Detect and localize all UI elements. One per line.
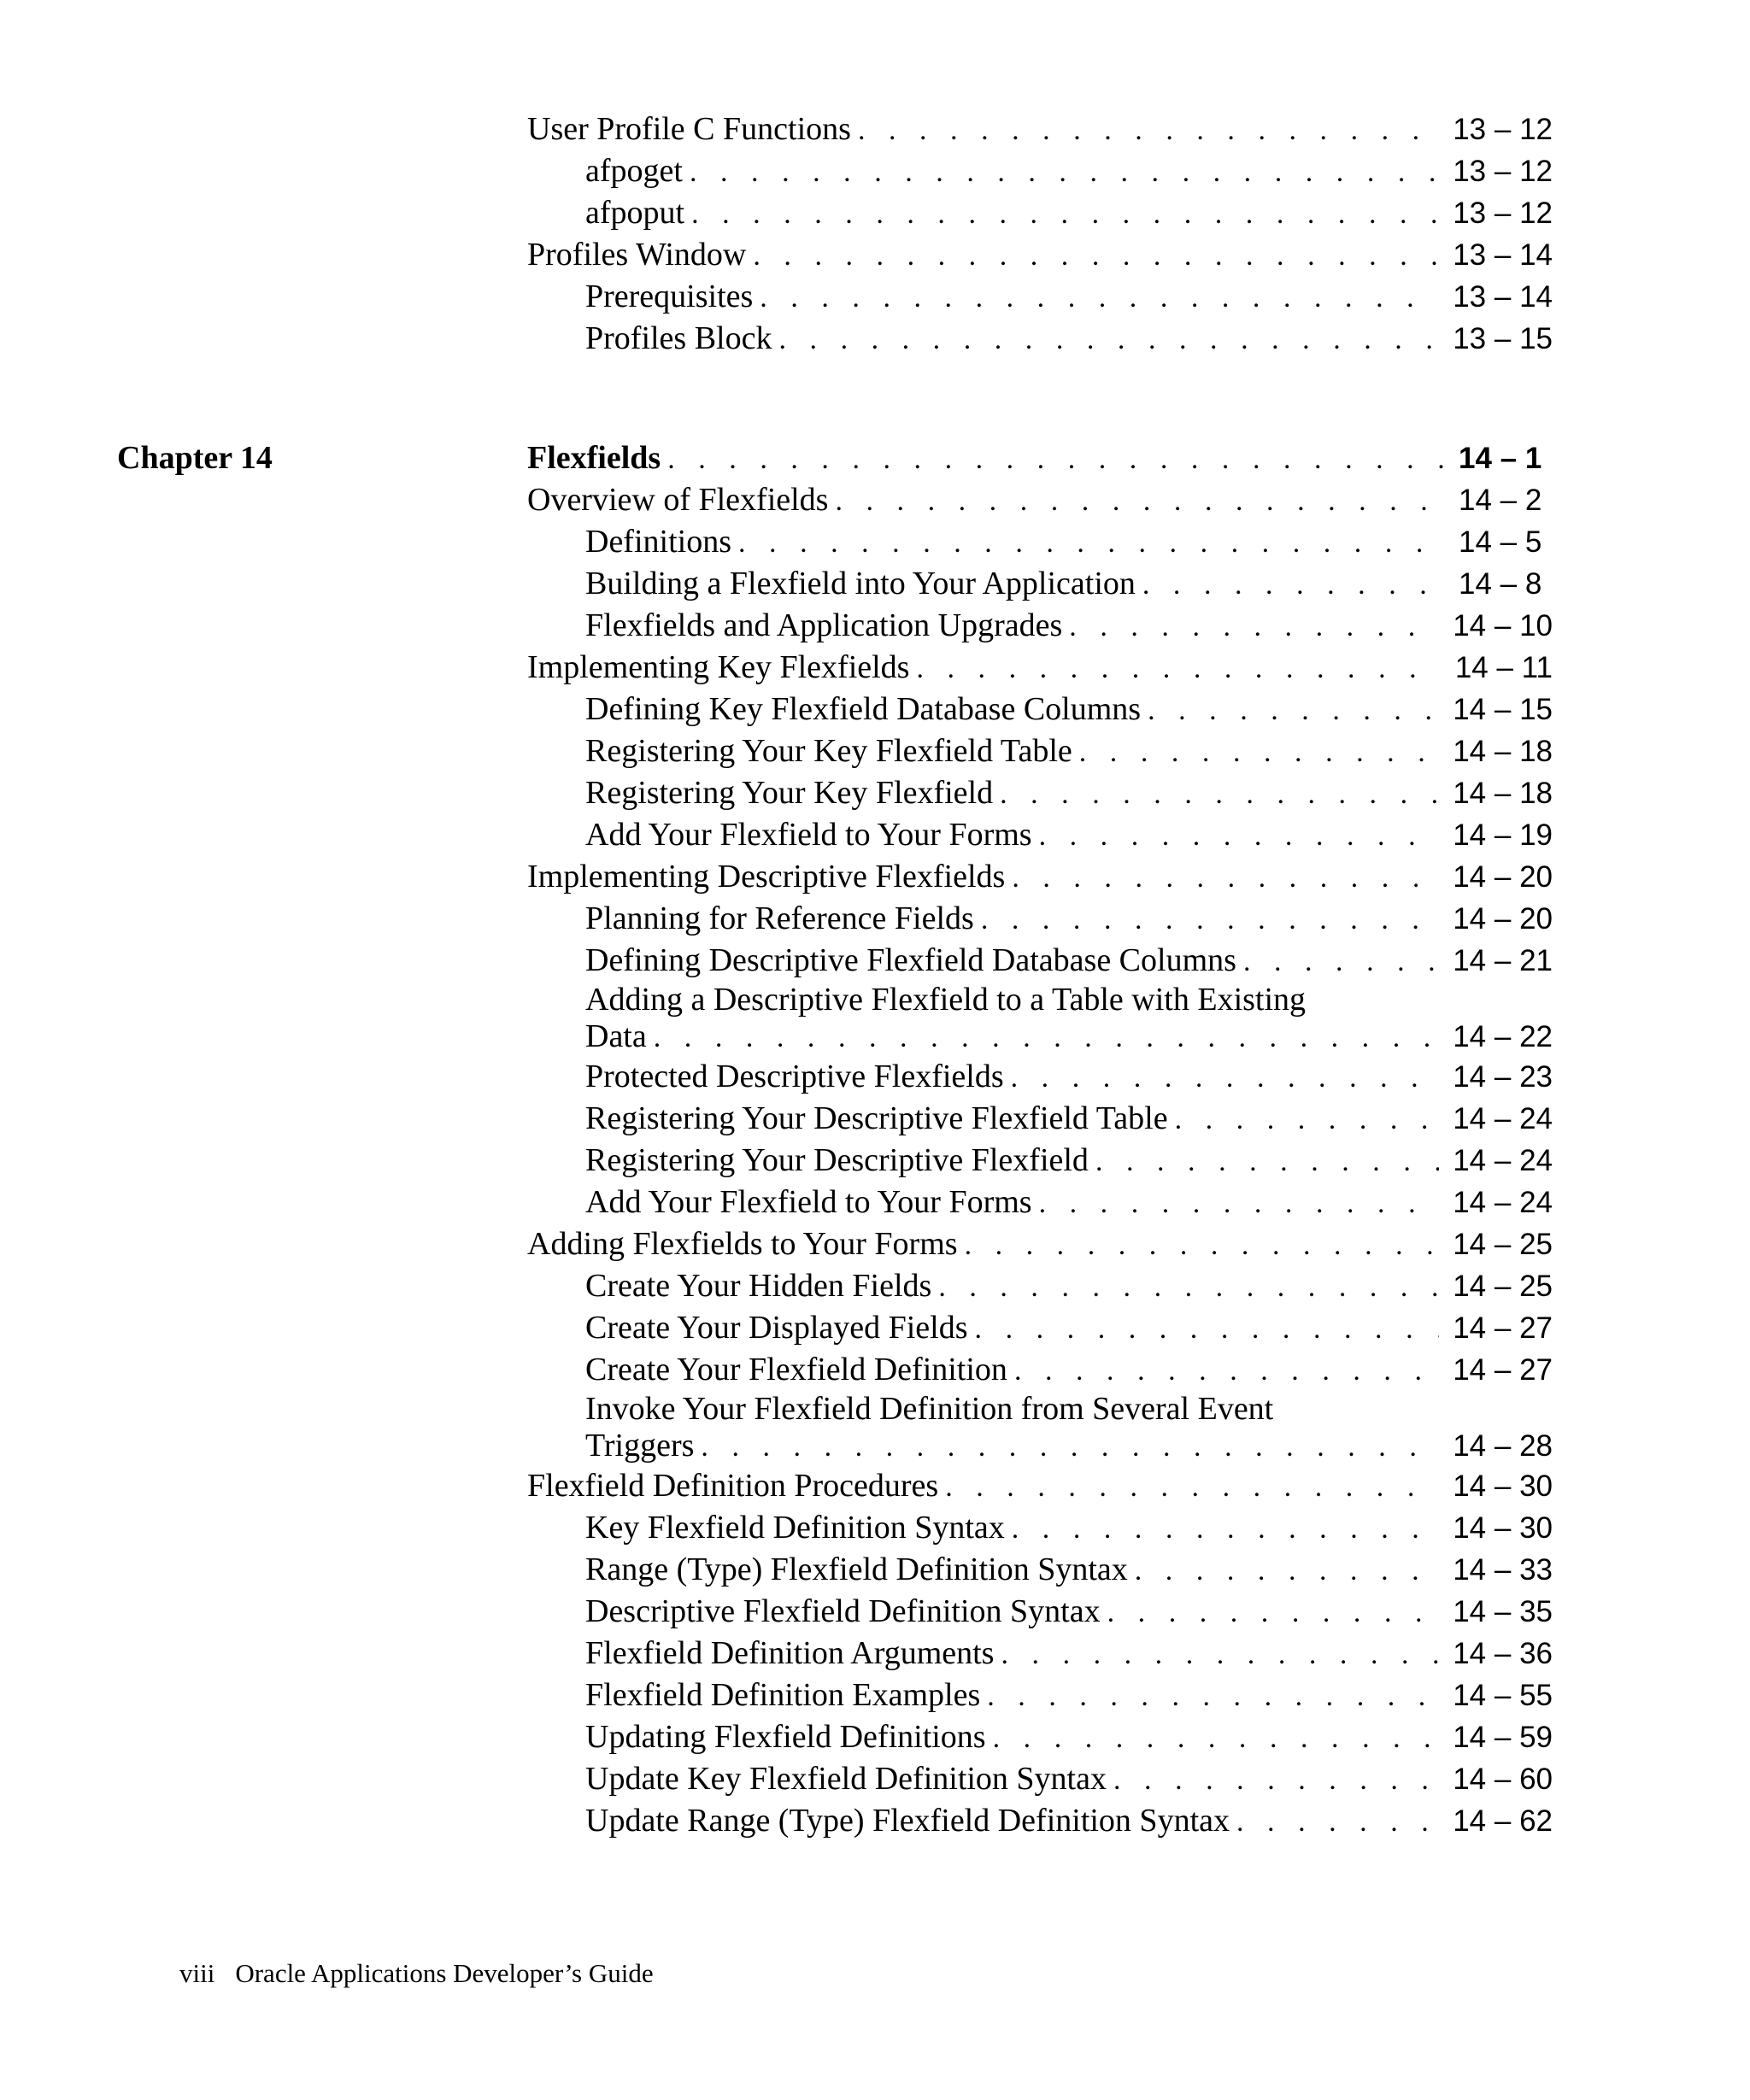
toc-entry-title: User Profile C Functions xyxy=(527,111,851,147)
toc-entry-page: 14 – 2 xyxy=(1459,484,1542,517)
dot-leader xyxy=(1005,857,1439,899)
toc-entry[interactable] xyxy=(527,192,1553,234)
dot-leader xyxy=(1128,1550,1439,1592)
toc-entry[interactable] xyxy=(527,1265,1553,1307)
toc-entry-row xyxy=(585,150,1553,193)
toc-entry-row xyxy=(527,1465,1553,1508)
dot-leader xyxy=(1168,1099,1440,1141)
page-footer xyxy=(179,1956,654,1991)
toc-entry[interactable] xyxy=(527,1182,1553,1223)
toc-entry-page: 14 – 23 xyxy=(1453,1060,1553,1094)
toc-entry-title: Planning for Reference Fields xyxy=(585,900,974,936)
toc-entry-page: 14 – 60 xyxy=(1453,1763,1553,1796)
toc-entry-page: 14 – 28 xyxy=(1453,1429,1553,1463)
toc-list-chapter xyxy=(527,437,1553,1842)
toc-entry-row xyxy=(585,898,1553,941)
toc-entry-title: Update Key Flexfield Definition Syntax xyxy=(585,1761,1107,1797)
dot-leader xyxy=(1032,815,1440,857)
toc-entry-title: Overview of Flexfields xyxy=(527,482,829,518)
toc-entry[interactable] xyxy=(527,1098,1553,1140)
toc-entry-row xyxy=(585,1140,1553,1182)
dot-leader xyxy=(1230,1801,1439,1843)
toc-entry-title: Flexfield Definition Examples xyxy=(585,1677,981,1713)
dot-leader xyxy=(684,193,1439,235)
toc-entry-page: 14 – 62 xyxy=(1453,1804,1553,1838)
toc-entry-title: Registering Your Key Flexfield xyxy=(585,775,994,811)
toc-entry-title: Flexfield Definition Procedures xyxy=(527,1468,939,1504)
dot-leader xyxy=(938,1466,1439,1508)
toc-entry-page: 13 – 14 xyxy=(1453,280,1553,314)
toc-entry[interactable] xyxy=(527,276,1553,318)
toc-entry[interactable] xyxy=(527,563,1553,605)
toc-entry-row xyxy=(585,1307,1553,1350)
toc-entry[interactable] xyxy=(527,1507,1553,1549)
toc-entry[interactable] xyxy=(527,1140,1553,1182)
toc-entry-page: 14 – 36 xyxy=(1453,1637,1553,1670)
toc-entry-row xyxy=(585,1716,1553,1759)
dot-leader xyxy=(1101,1592,1440,1634)
toc-entry-page: 14 – 25 xyxy=(1453,1228,1553,1261)
toc-entry-row xyxy=(585,1549,1553,1592)
toc-entry-row xyxy=(585,276,1553,319)
toc-entry-row xyxy=(585,689,1553,731)
toc-entry[interactable] xyxy=(527,1591,1553,1633)
toc-entry-row xyxy=(585,814,1553,857)
toc-entry-title: Building a Flexfield into Your Application xyxy=(585,566,1136,601)
toc-entry-row xyxy=(585,1675,1553,1717)
toc-entry-page: 13 – 12 xyxy=(1453,113,1553,146)
toc-entry-row xyxy=(585,1800,1553,1843)
dot-leader xyxy=(647,1018,1439,1057)
toc-entry-title: Defining Key Flexfield Database Columns xyxy=(585,691,1142,727)
toc-entry[interactable] xyxy=(527,1633,1553,1675)
toc-entry-page: 14 – 30 xyxy=(1453,1469,1553,1503)
toc-entry-page: 13 – 12 xyxy=(1453,155,1553,188)
toc-entry-title: Updating Flexfield Definitions xyxy=(585,1719,986,1755)
toc-entry-row xyxy=(527,479,1553,522)
toc-entry-title: Adding Flexfields to Your Forms xyxy=(527,1226,958,1262)
toc-entry-title: Protected Descriptive Flexfields xyxy=(585,1059,1004,1094)
toc-entry-page: 13 – 12 xyxy=(1453,197,1553,230)
toc-entry-page: 13 – 14 xyxy=(1453,238,1553,272)
toc-entry-title: Flexfields xyxy=(527,440,661,476)
toc-entry-page: 14 – 18 xyxy=(1453,735,1553,768)
dot-leader xyxy=(1136,564,1445,606)
toc-entry-row xyxy=(585,1056,1553,1099)
toc-entry[interactable] xyxy=(527,898,1553,940)
toc-entry-row xyxy=(527,437,1553,480)
toc-entry[interactable] xyxy=(527,647,1553,689)
toc-entry-title: Defining Descriptive Flexfield Database Columns xyxy=(585,942,1236,978)
dot-leader xyxy=(994,1634,1439,1675)
toc-entry-title: Data xyxy=(585,1018,647,1054)
toc-entry-page: 14 – 18 xyxy=(1453,777,1553,810)
toc-entry-title: Descriptive Flexfield Definition Syntax xyxy=(585,1593,1101,1629)
toc-entry-page: 14 – 20 xyxy=(1453,860,1553,894)
toc-entry-title: Definitions xyxy=(585,524,731,560)
dot-leader xyxy=(828,480,1445,522)
toc-entry-row xyxy=(585,1758,1553,1801)
toc-entry-page: 14 – 55 xyxy=(1453,1679,1553,1712)
toc-entry-title: Registering Your Descriptive Flexfield Table xyxy=(585,1100,1168,1136)
dot-leader xyxy=(1004,1057,1440,1099)
toc-entry[interactable] xyxy=(527,1675,1553,1716)
toc-entry-page: 14 – 59 xyxy=(1453,1721,1553,1754)
toc-entry-page: 14 – 22 xyxy=(1453,1020,1553,1053)
toc-entry[interactable] xyxy=(527,1800,1553,1842)
toc-entry[interactable] xyxy=(527,689,1553,730)
toc-entry-title: Create Your Displayed Fields xyxy=(585,1310,968,1346)
dot-leader xyxy=(694,1428,1439,1466)
dot-leader xyxy=(974,899,1439,941)
toc-entry-row xyxy=(585,1265,1553,1308)
dot-leader xyxy=(683,151,1439,193)
toc-entry-page: 14 – 19 xyxy=(1453,818,1553,852)
toc-entry[interactable] xyxy=(527,109,1553,150)
toc-entry[interactable] xyxy=(527,1549,1553,1591)
toc-entry[interactable] xyxy=(527,150,1553,192)
toc-entry-title-line1: Invoke Your Flexfield Definition from Several Event xyxy=(585,1391,1274,1427)
footer-book-title: Oracle Applications Developer’s Guide xyxy=(235,1958,654,1988)
toc-entry[interactable] xyxy=(527,1716,1553,1758)
toc-entry-title: Profiles Block xyxy=(585,320,772,356)
toc-entry-page: 14 – 20 xyxy=(1453,902,1553,936)
toc-entry-row xyxy=(585,318,1553,361)
toc-entry-row xyxy=(585,1018,1553,1057)
toc-entry[interactable] xyxy=(527,1758,1553,1800)
toc-entry-row xyxy=(585,1182,1553,1224)
toc-entry-row xyxy=(585,521,1553,564)
dot-leader xyxy=(931,1266,1439,1308)
toc-entry-title: Implementing Key Flexfields xyxy=(527,649,910,685)
toc-entry-page: 14 – 5 xyxy=(1459,525,1542,559)
dot-leader xyxy=(1072,731,1439,773)
toc-entry-title: Flexfields and Application Upgrades xyxy=(585,607,1063,643)
toc-entry-title: afpoput xyxy=(585,195,685,231)
toc-entry-page: 14 – 10 xyxy=(1453,609,1553,642)
toc-entry-title-line1: Adding a Descriptive Flexfield to a Table with Existing xyxy=(585,982,1307,1018)
dot-leader xyxy=(753,277,1439,319)
toc-entry-page: 14 – 24 xyxy=(1453,1144,1553,1177)
toc-entry-page: 13 – 15 xyxy=(1453,322,1553,355)
dot-leader xyxy=(851,109,1439,151)
dot-leader xyxy=(909,648,1441,689)
toc-entry-page: 14 – 15 xyxy=(1453,693,1553,726)
dot-leader xyxy=(731,522,1445,564)
toc-entry-row xyxy=(527,109,1553,151)
toc-entry-page: 14 – 30 xyxy=(1453,1511,1553,1545)
toc-entry[interactable] xyxy=(527,1056,1553,1098)
dot-leader xyxy=(772,319,1439,361)
toc-entry-page: 14 – 24 xyxy=(1453,1102,1553,1135)
toc-entry-title: Update Range (Type) Flexfield Definition Syntax xyxy=(585,1803,1230,1839)
dot-leader xyxy=(1007,1350,1439,1392)
toc-entry-page: 14 – 35 xyxy=(1453,1595,1553,1628)
toc-entry-page: 14 – 27 xyxy=(1453,1353,1553,1387)
toc-entry[interactable] xyxy=(527,521,1553,563)
toc-entry[interactable] xyxy=(527,856,1553,898)
toc-entry-title: Triggers xyxy=(585,1428,695,1464)
dot-leader xyxy=(1107,1759,1439,1801)
toc-entry-row xyxy=(585,730,1553,773)
toc-entry[interactable] xyxy=(527,940,1553,982)
toc-entry-row xyxy=(585,563,1553,606)
toc-entry-row xyxy=(585,1591,1553,1634)
toc-entry-page: 14 – 8 xyxy=(1459,567,1542,601)
toc-entry-title: Registering Your Descriptive Flexfield xyxy=(585,1142,1089,1178)
toc-entry[interactable] xyxy=(527,982,1553,1056)
dot-leader xyxy=(993,773,1439,815)
dot-leader xyxy=(1005,1508,1439,1550)
toc-entry-row xyxy=(585,1427,1553,1466)
toc-entry-title: Flexfield Definition Arguments xyxy=(585,1635,995,1671)
dot-leader xyxy=(661,438,1445,480)
toc-entry-title: Implementing Descriptive Flexfields xyxy=(527,859,1006,895)
toc-entry-page: 14 – 24 xyxy=(1453,1186,1553,1219)
toc-entry-row xyxy=(527,647,1553,689)
toc-entry-row xyxy=(585,1098,1553,1141)
toc-entry-page: 14 – 27 xyxy=(1453,1311,1553,1345)
toc-entry-title: Key Flexfield Definition Syntax xyxy=(585,1510,1005,1546)
toc-entry-row xyxy=(585,772,1553,815)
toc-entry-title: Add Your Flexfield to Your Forms xyxy=(585,817,1032,853)
toc-entry[interactable] xyxy=(527,730,1553,772)
toc-entry-page: 14 – 1 xyxy=(1459,442,1542,475)
dot-leader xyxy=(1089,1141,1439,1182)
toc-entry[interactable] xyxy=(527,772,1553,814)
toc-entry[interactable] xyxy=(527,1307,1553,1349)
toc-entry-row xyxy=(585,192,1553,235)
dot-leader xyxy=(746,235,1439,277)
toc-entry[interactable] xyxy=(527,318,1553,360)
toc-entry[interactable] xyxy=(527,1223,1553,1265)
dot-leader xyxy=(968,1308,1440,1350)
toc-entry-title: Profiles Window xyxy=(527,237,747,273)
toc-entry-row xyxy=(585,940,1553,983)
toc-entry[interactable] xyxy=(527,605,1553,647)
toc-entry[interactable] xyxy=(527,1465,1553,1507)
toc-entry-title: Create Your Flexfield Definition xyxy=(585,1352,1007,1387)
dot-leader xyxy=(958,1224,1440,1266)
toc-entry-title: Create Your Hidden Fields xyxy=(585,1268,932,1304)
footer-page-number: viii xyxy=(179,1958,215,1988)
toc-entry[interactable] xyxy=(527,479,1553,521)
toc-entry-row xyxy=(527,856,1553,899)
dot-leader xyxy=(1062,606,1439,648)
toc-entry-row xyxy=(585,1507,1553,1550)
toc-entry[interactable] xyxy=(527,814,1553,856)
toc-entry[interactable] xyxy=(527,1391,1553,1465)
toc-entry-row xyxy=(585,1633,1553,1675)
dot-leader xyxy=(1141,689,1439,731)
dot-leader xyxy=(1032,1182,1440,1224)
toc-entry[interactable] xyxy=(527,437,1553,479)
toc-entry-row xyxy=(527,234,1553,277)
dot-leader xyxy=(986,1717,1440,1759)
chapter-label: Chapter 14 xyxy=(117,440,273,476)
toc-entry-title: Registering Your Key Flexfield Table xyxy=(585,733,1072,769)
toc-list-continued xyxy=(527,109,1553,360)
toc-entry-title: Prerequisites xyxy=(585,279,754,314)
toc-entry-row xyxy=(585,1349,1553,1392)
toc-entry-row xyxy=(585,605,1553,648)
toc-entry-page: 14 – 21 xyxy=(1453,944,1553,977)
toc-entry-page: 14 – 11 xyxy=(1454,651,1553,684)
toc-entry-title: afpoget xyxy=(585,153,683,189)
toc-entry[interactable] xyxy=(527,234,1553,276)
toc-entry[interactable] xyxy=(527,1349,1553,1391)
dot-leader xyxy=(980,1675,1439,1717)
toc-entry-page: 14 – 33 xyxy=(1453,1553,1553,1587)
dot-leader xyxy=(1236,941,1439,983)
toc-entry-title: Add Your Flexfield to Your Forms xyxy=(585,1184,1032,1220)
toc-entry-page: 14 – 25 xyxy=(1453,1270,1553,1303)
toc-entry-row xyxy=(527,1223,1553,1266)
toc-entry-title: Range (Type) Flexfield Definition Syntax xyxy=(585,1552,1128,1587)
